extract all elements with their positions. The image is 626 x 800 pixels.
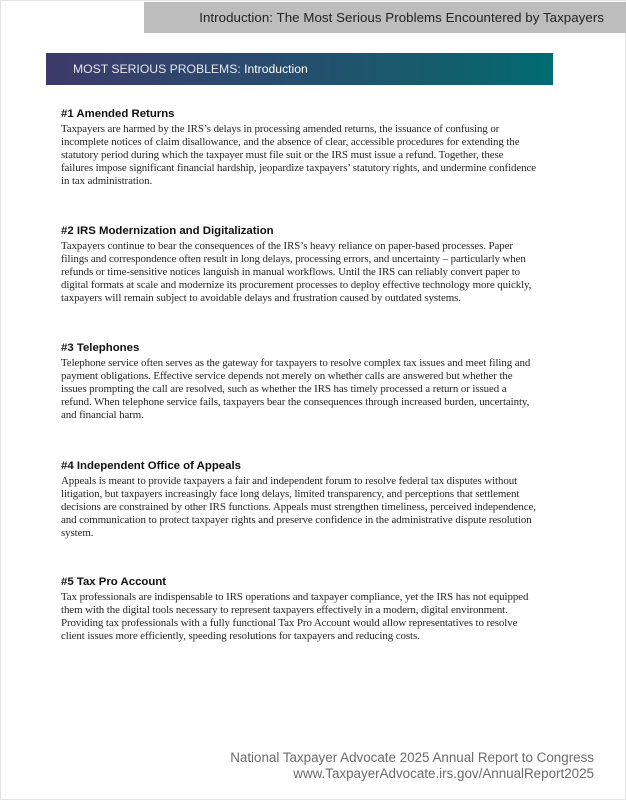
- problem-body: Taxpayers continue to bear the consequences of the IRS’s heavy reliance on paper-based processes. Paper filings and correspondence often result in long delays, processing errors, and uncertainty – particularly when refunds or time-sensitive notices languish in manual workflows. Until the IRS can reliably convert paper to digital formats at scale and modernize its procurement processes to deploy effective technology more quickly, taxpayers will remain subject to avoidable delays and frustration caused by outdated systems.: [61, 240, 532, 304]
- problem-heading: #2 IRS Modernization and Digitalization: [61, 225, 274, 237]
- problem-body: Taxpayers are harmed by the IRS’s delays in processing amended returns, the issuance of confusing or incomplete notices of claim disallowance, and the absence of clear, accessible procedures for extending the statutory period during which the taxpayer must file suit or the IRS must issue a refund. Together, these failures impose significant financial hardship, jeopardize taxpayers’ statutory rights, and undermine confidence in tax administration.: [61, 123, 537, 187]
- section-banner: [46, 53, 553, 85]
- problem-modernization: [61, 224, 536, 305]
- problem-heading: #3 Telephones: [61, 342, 140, 354]
- page-footer: [230, 750, 594, 782]
- problem-tax-pro-account: [61, 575, 536, 643]
- problem-body: Appeals is meant to provide taxpayers a fair and independent forum to resolve federal tax disputes without litigation, but taxpayers increasingly face long delays, limited transparency, and perceptions that settlement decisions are constrained by other IRS functions. Appeals must strengthen timeliness, perceived independence, and communication to protect taxpayer rights and preserve confidence in the administrative dispute resolution system.: [61, 475, 536, 539]
- section-banner-prefix: MOST SERIOUS PROBLEMS:: [73, 62, 245, 76]
- problem-body: Tax professionals are indispensable to IRS operations and taxpayer compliance, yet the IRS has not equipped them with the digital tools necessary to represent taxpayers effectively in a modern, digital environment. Providing tax professionals with a fully functional Tax Pro Account would allow representatives to resolve client issues more efficiently, speeding resolutions for taxpayers and reducing costs.: [61, 591, 529, 642]
- section-banner-title: Introduction: [244, 62, 308, 76]
- problem-heading: #5 Tax Pro Account: [61, 576, 167, 588]
- problem-body: Telephone service often serves as the gateway for taxpayers to resolve complex tax issues and meet filing and payment obligations. Effective service depends not merely on whether calls are answered but whether the issues prompting the call are resolved, such as whether the IRS has timely processed a return or issued a refund. When telephone service fails, taxpayers bear the consequences through increased burden, uncertainty, and financial harm.: [61, 357, 531, 421]
- footer-url: www.TaxpayerAdvocate.irs.gov/AnnualReport2025: [293, 766, 594, 781]
- footer-report-title: National Taxpayer Advocate 2025 Annual Report to Congress: [230, 750, 594, 765]
- problem-amended-returns: [61, 107, 536, 188]
- section-banner-label: [73, 62, 308, 76]
- running-header: [144, 2, 626, 33]
- problem-telephones: [61, 341, 536, 422]
- problem-appeals: [61, 459, 536, 540]
- problem-heading: #4 Independent Office of Appeals: [61, 460, 241, 472]
- problem-heading: #1 Amended Returns: [61, 108, 175, 120]
- running-header-title: Introduction: The Most Serious Problems Encountered by Taxpayers: [199, 10, 604, 25]
